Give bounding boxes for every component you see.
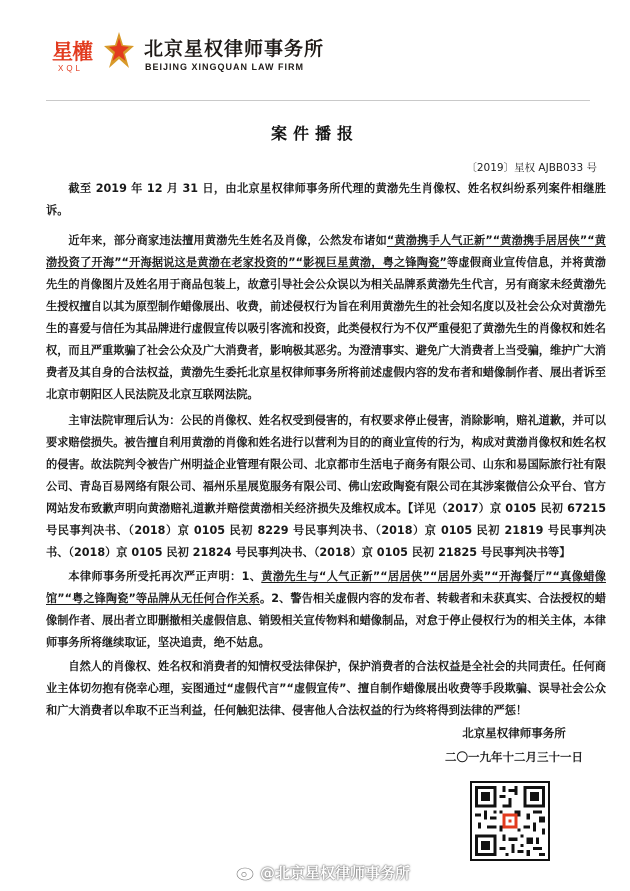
document-number: 〔2019〕星权 AJBB033 号	[466, 162, 597, 174]
paragraph-4	[46, 566, 606, 654]
weibo-icon	[236, 862, 258, 882]
paragraph-4-text-b: 。2、警告相关虚假内容的发布者、转载者和未获真实、合法授权的蜡像制作者、展出者立即删撤相关虚假信息、销毁相关宣传物料和蜡像制品，对怠于停止侵权行为的相关主体，本律师事务所将继续取证，坚决追责，绝不姑息。	[46, 592, 606, 649]
paragraph-2-text-a: 近年来，部分商家违法擅用黄渤先生姓名及肖像，公然发布诸如	[68, 234, 387, 247]
paragraph-4-text-a: 本律师事务所受托再次严正声明：1、	[68, 570, 262, 583]
paragraph-2	[46, 230, 606, 406]
logo-sub-text: XQL	[58, 64, 84, 73]
qr-code[interactable]	[470, 781, 550, 861]
paragraph-2-text-b: 等虚假商业宣传信息，并将黄渤先生的肖像图片及姓名用于商品包装上，故意引导社会公众误以为相关品牌系黄渤先生代言，另有商家未经黄渤先生授权擅自以其为原型制作蜡像展出、收费，前述侵权行为旨在利用黄渤先生的社会知名度以及社会公众对黄渤先生的喜爱与信任为其品牌进行虚假宣传以吸引客流和投资，此类侵权行为不仅严重侵犯了黄渤先生的肖像权和姓名权，而且严重欺骗了社会公众及广大消费者，影响极其恶劣。为澄清事实、避免广大消费者上当受骗，维护广大消费者及其自身的合法权益，黄渤先生委托北京星权律师事务所将前述虚假内容的发布者和蜡像制作者、展出者诉至北京市朝阳区人民法院及北京互联网法院。	[46, 256, 606, 401]
firm-name-cn: 北京星权律师事务所	[144, 38, 325, 60]
paragraph-4-underlined-statement: 黄渤先生与“人气正新”“居居侠”“居居外卖”“开海餐厅”“真像蜡像馆”“粤之锋陶瓷”等品牌从无任何合作关系	[46, 570, 606, 605]
page-title: 案件播报	[270, 124, 359, 143]
firm-name-en: BEIJING XINGQUAN LAW FIRM	[145, 62, 305, 72]
firm-logo	[48, 26, 378, 76]
logo-mark-text: 星權	[52, 40, 92, 64]
signature-firm: 北京星权律师事务所	[462, 726, 566, 740]
star-icon	[104, 30, 134, 70]
signature-date: 二〇一九年十二月三十一日	[445, 750, 583, 764]
document-body	[46, 178, 606, 722]
signature-block	[434, 721, 594, 769]
paragraph-2-underlined-claims: “黄渤携手人气正新”“黄渤携手居居侠”“黄渤投资了开海”“开海据说这是黄渤在老家投资的”“影视巨星黄渤，粤之锋陶瓷”	[46, 234, 606, 269]
qr-code-icon	[472, 783, 548, 859]
header-divider	[46, 100, 590, 101]
paragraph-1: 截至 2019 年 12 月 31 日，由北京星权律师事务所代理的黄渤先生肖像权、姓名权纠纷系列案件相继胜诉。	[46, 182, 606, 217]
paragraph-5: 自然人的肖像权、姓名权和消费者的知情权受法律保护，保护消费者的合法权益是全社会的共同责任。任何商业主体切勿抱有侥幸心理，妄图通过“虚假代言”“虚假宣传”、擅自制作蜡像展出收费等手段欺骗、误导社会公众和广大消费者以牟取不正当利益，任何触犯法律、侵害他人合法权益的行为终将得到法律的严惩！	[46, 660, 606, 717]
paragraph-3: 主审法院审理后认为：公民的肖像权、姓名权受到侵害的，有权要求停止侵害，消除影响，赔礼道歉，并可以要求赔偿损失。被告擅自利用黄渤的肖像和姓名进行以营利为目的的商业宣传的行为，构成对黄渤肖像权和姓名权的侵害。故法院判令被告广州明益企业管理有限公司、北京都市生活电子商务有限公司、山东和易国际旅行社有限公司、青岛百易网络有限公司、福州乐星展览服务有限公司、佛山宏政陶瓷有限公司在其涉案微信公众平台、官方网站发布致歉声明向黄渤赔礼道歉并赔偿黄渤相关经济损失及维权成本。【详见（2017）京 0105 民初 67215 号民事判决书、（2018）京 0105 民初 8229 号民事判决书、（2018）京 0105 民初 21819 号民事判决书、（2018）京 0105 民初 21824 号民事判决书、（2018）京 0105 民初 21825 号民事判决书等】	[46, 414, 606, 559]
weibo-watermark: @北京星权律师事务所	[260, 864, 411, 882]
